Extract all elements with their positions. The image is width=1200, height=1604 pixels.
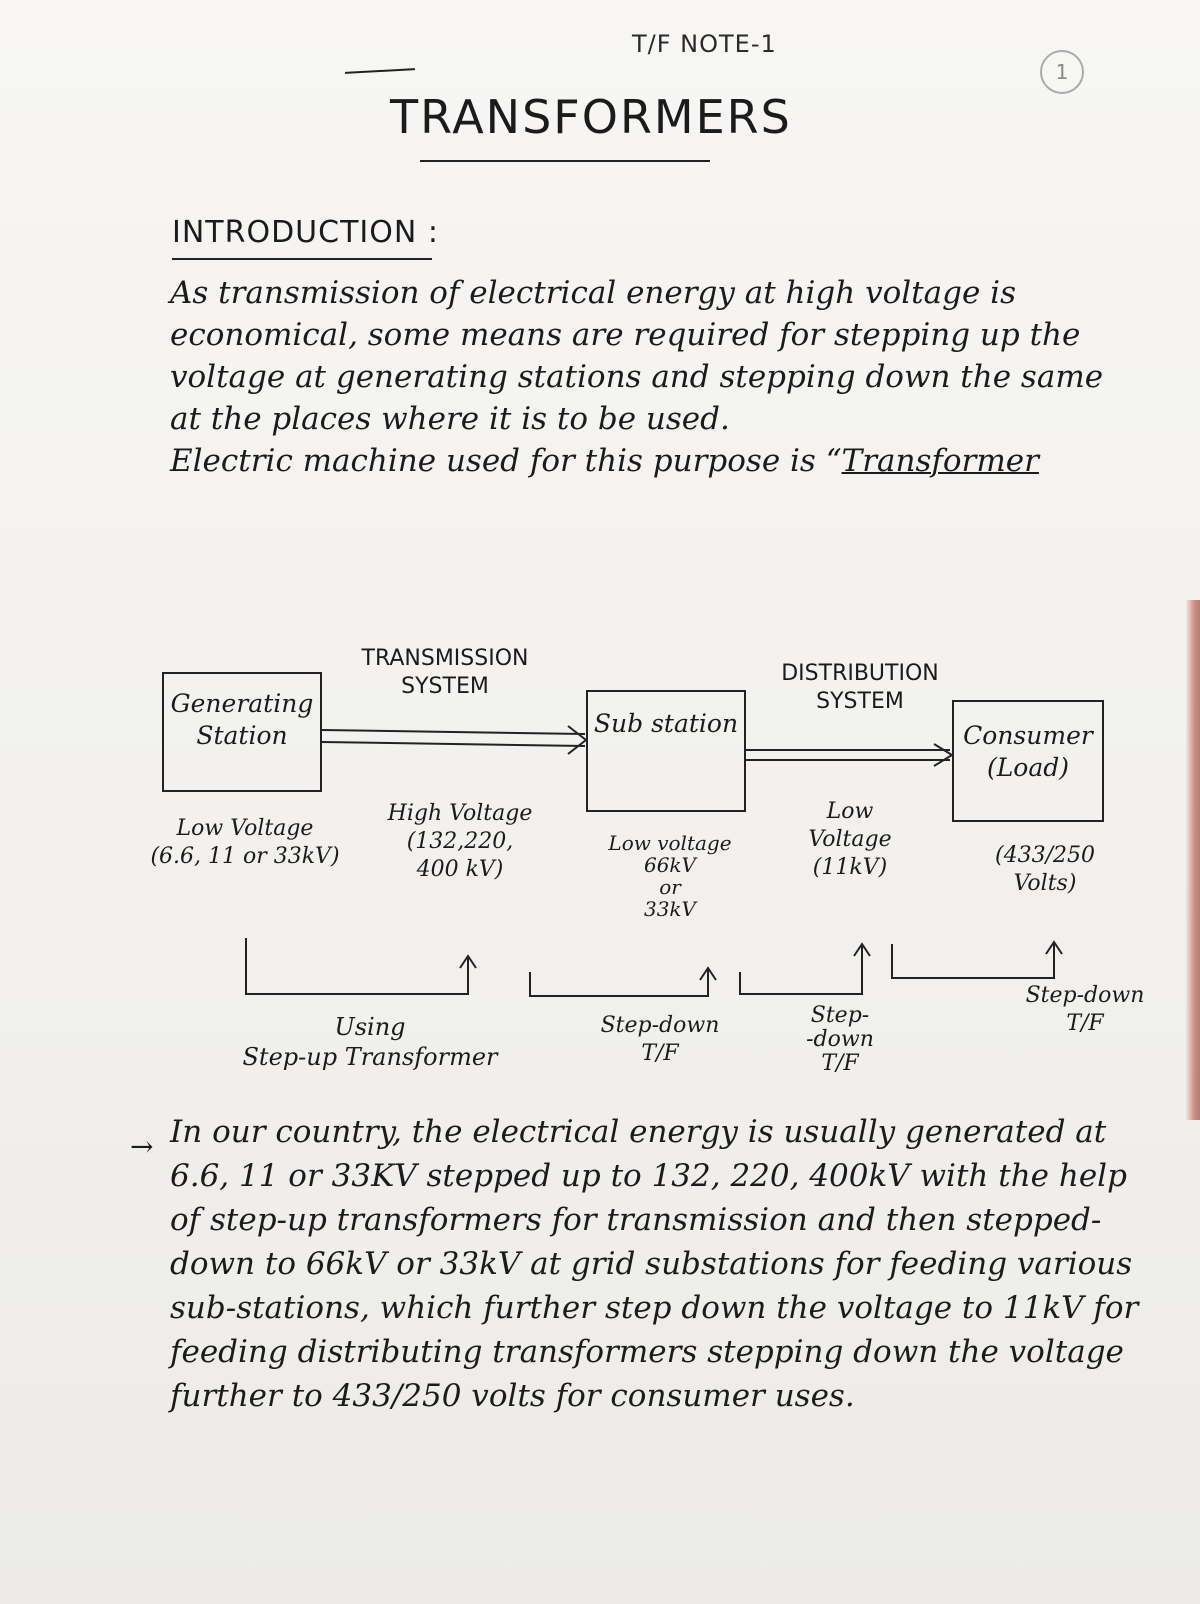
high-voltage-value-2: 400 kV) (416, 857, 504, 882)
machine-name: Transformer (841, 443, 1039, 479)
low-voltage-dist (790, 798, 910, 882)
arrow-icon: → (130, 1130, 154, 1163)
high-voltage (380, 800, 540, 884)
step-up-transformer-label (200, 1012, 540, 1072)
page-title: TRANSFORMERS (390, 90, 792, 144)
step-down-2-tf: T/F (821, 1051, 859, 1076)
step-up-name: Step-up Transformer (242, 1043, 498, 1071)
transmission-system-label: TRANSMISSION SYSTEM (361, 646, 529, 699)
low-voltage-sub-or: or (659, 875, 681, 899)
low-voltage-dist-value: (11kV) (812, 855, 888, 880)
page-number: 1 (1040, 50, 1084, 94)
machine-line-prefix: Electric machine used for this purpose is “ (170, 443, 842, 479)
low-voltage-dist-label: Low Voltage (808, 799, 892, 852)
step-down-2-label-2: -down (806, 1027, 874, 1052)
step-down-tf-1 (580, 1012, 740, 1068)
step-down-1-tf: T/F (641, 1041, 679, 1066)
step-down-2-label-1: Step- (810, 1003, 870, 1028)
consumer-voltage-value: (433/250 (995, 843, 1095, 868)
note-tag: T/F NOTE-1 (632, 30, 777, 58)
consumer-voltage (960, 842, 1130, 898)
consumer-block: Consumer (Load) (952, 700, 1104, 822)
sub-station-block: Sub station (586, 690, 746, 812)
step-down-3-label: Step-down (1025, 983, 1145, 1008)
high-voltage-label: High Voltage (387, 801, 533, 826)
generating-station-block: Generating Station (162, 672, 322, 792)
distribution-system-label: DISTRIBUTION SYSTEM (781, 661, 939, 714)
step-down-tf-2 (780, 1004, 900, 1076)
step-up-using: Using (334, 1013, 406, 1041)
intro-text: As transmission of electrical energy at high voltage is economical, some means are required for stepping up the voltage at generating stations and stepping down the same at the places where it is to be used. (170, 275, 1104, 437)
introduction-heading: INTRODUCTION : (172, 215, 439, 250)
high-voltage-value-1: (132,220, (406, 829, 514, 854)
low-voltage-sub (600, 832, 740, 920)
step-down-3-tf: T/F (1066, 1011, 1104, 1036)
low-voltage-sub-value-2: 33kV (643, 897, 696, 921)
low-voltage-sub-value-1: 66kV (643, 853, 696, 877)
step-down-tf-3 (1010, 982, 1160, 1038)
low-voltage-gen-label: Low Voltage (176, 816, 314, 841)
low-voltage-gen (140, 815, 350, 871)
low-voltage-gen-value: (6.6, 11 or 33kV) (150, 844, 340, 869)
body-paragraph: In our country, the electrical energy is usually generated at 6.6, 11 or 33KV stepped up to 132, 220, 400kV with the help of step-up transformers for transmission and then stepped-down to 66kV or 33kV at grid substations for feeding various sub-stations, which further step down the voltage to 11kV for feeding distributing transformers stepping down the voltage further to 433/250 volts for consumer uses. (170, 1114, 1139, 1414)
consumer-voltage-unit: Volts) (1013, 871, 1077, 896)
step-down-1-label: Step-down (600, 1013, 720, 1038)
low-voltage-sub-label: Low voltage (608, 831, 732, 855)
